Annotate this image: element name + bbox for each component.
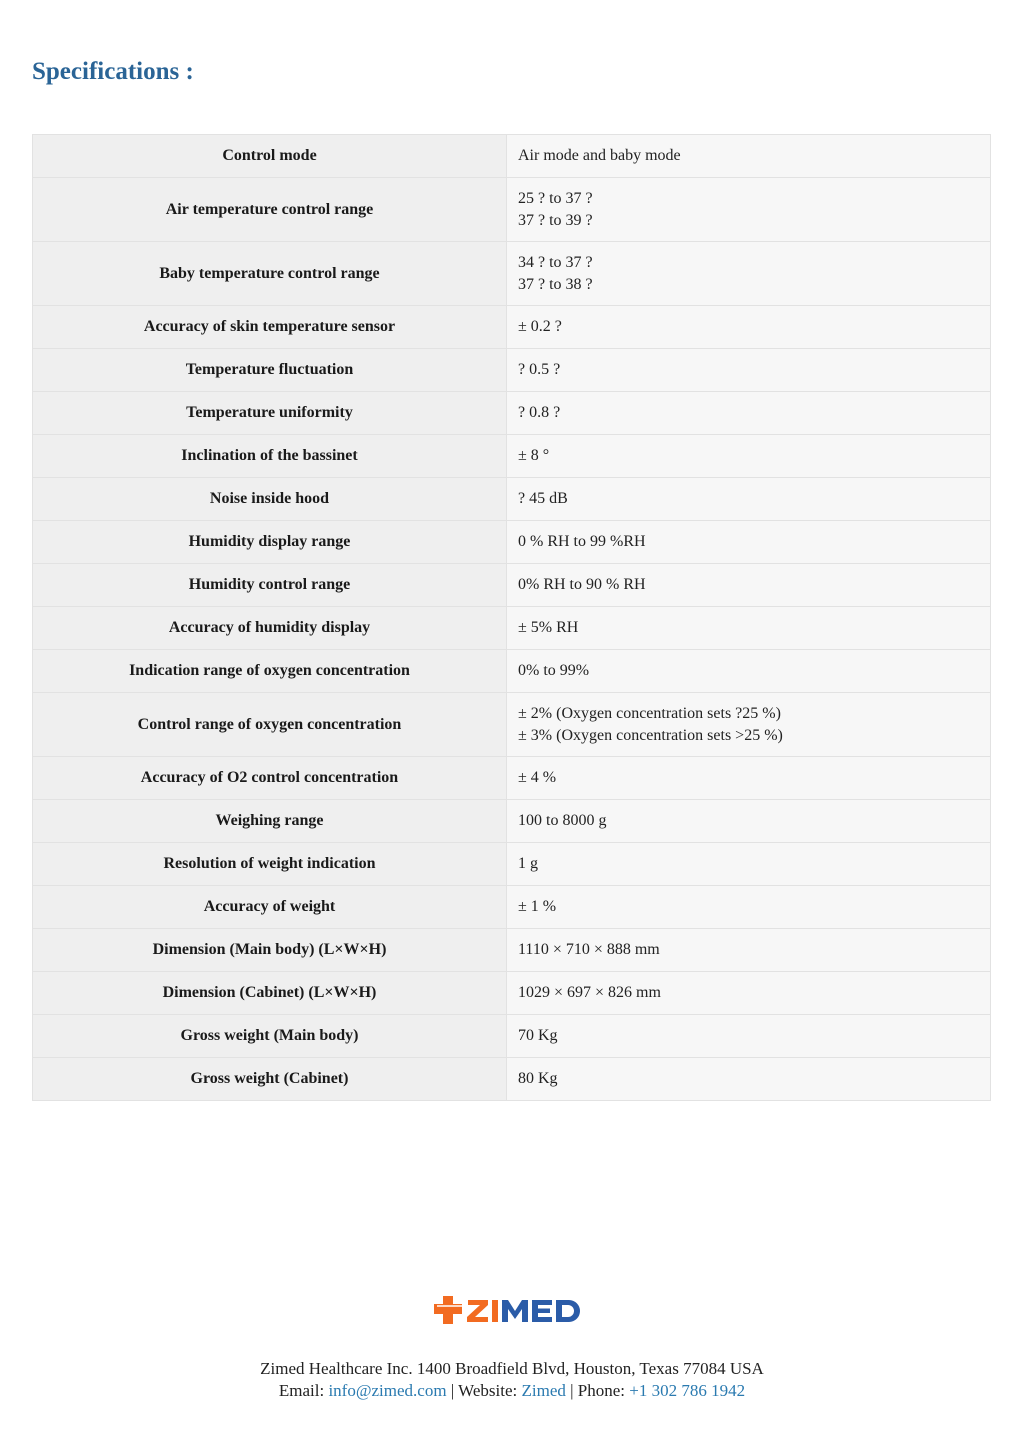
spec-value-line: 1 g <box>518 855 538 873</box>
spec-value-line: ± 4 % <box>518 769 557 787</box>
spec-value-line: ± 5% RH <box>518 619 579 637</box>
spec-row <box>33 929 991 972</box>
spec-value-line: ? 0.8 ? <box>518 404 561 422</box>
spec-value-line: 1110 × 710 × 888 mm <box>518 941 660 959</box>
spec-value <box>507 242 991 306</box>
spec-label: Control mode <box>33 135 507 178</box>
spec-value-line: 0% RH to 90 % RH <box>518 576 646 594</box>
spec-value <box>507 564 991 607</box>
spec-label: Gross weight (Cabinet) <box>33 1058 507 1101</box>
spec-label: Dimension (Main body) (L×W×H) <box>33 929 507 972</box>
spec-row <box>33 564 991 607</box>
spec-label: Temperature fluctuation <box>33 349 507 392</box>
spec-value-line: 100 to 8000 g <box>518 812 607 830</box>
phone-link[interactable]: +1 302 786 1942 <box>629 1380 746 1400</box>
spec-value-line: 0 % RH to 99 %RH <box>518 533 646 551</box>
spec-row <box>33 242 991 306</box>
spec-label: Accuracy of weight <box>33 886 507 929</box>
spec-row <box>33 800 991 843</box>
spec-label: Weighing range <box>33 800 507 843</box>
spec-row <box>33 435 991 478</box>
phone-label: Phone: <box>577 1380 630 1400</box>
spec-row <box>33 972 991 1015</box>
email-link[interactable]: info@zimed.com <box>328 1380 447 1400</box>
spec-value-line: 34 ? to 37 ? <box>518 254 593 271</box>
spec-label: Control range of oxygen concentration <box>33 693 507 757</box>
spec-row <box>33 135 991 178</box>
spec-value <box>507 607 991 650</box>
spec-label: Humidity display range <box>33 521 507 564</box>
spec-value <box>507 178 991 242</box>
spec-value-line: ± 2% (Oxygen concentration sets ?25 %) <box>518 705 781 722</box>
spec-label: Humidity control range <box>33 564 507 607</box>
spec-label: Dimension (Cabinet) (L×W×H) <box>33 972 507 1015</box>
spec-value <box>507 843 991 886</box>
spec-value-line: ± 0.2 ? <box>518 318 562 336</box>
spec-value <box>507 757 991 800</box>
website-label: Website: <box>458 1380 522 1400</box>
spec-row <box>33 607 991 650</box>
spec-row <box>33 1015 991 1058</box>
spec-value <box>507 929 991 972</box>
spec-value-line: Air mode and baby mode <box>518 147 681 165</box>
spec-value-line: ± 3% (Oxygen concentration sets >25 %) <box>518 726 783 744</box>
spec-label: Resolution of weight indication <box>33 843 507 886</box>
spec-row <box>33 178 991 242</box>
page-title: Specifications : <box>32 58 194 85</box>
spec-value-line: ± 8 ° <box>518 447 550 465</box>
spec-row <box>33 1058 991 1101</box>
spec-label: Baby temperature control range <box>33 242 507 306</box>
spec-label: Gross weight (Main body) <box>33 1015 507 1058</box>
spec-value <box>507 135 991 178</box>
spec-value-line: 80 Kg <box>518 1070 558 1088</box>
spec-label: Accuracy of humidity display <box>33 607 507 650</box>
spec-value-line: 37 ? to 39 ? <box>518 211 593 229</box>
spec-label: Temperature uniformity <box>33 392 507 435</box>
spec-label: Indication range of oxygen concentration <box>33 650 507 693</box>
spec-row <box>33 521 991 564</box>
footer <box>0 1358 1024 1401</box>
spec-row <box>33 349 991 392</box>
spec-label: Accuracy of O2 control concentration <box>33 757 507 800</box>
spec-label: Accuracy of skin temperature sensor <box>33 306 507 349</box>
spec-row <box>33 392 991 435</box>
spec-value <box>507 886 991 929</box>
spec-value <box>507 1015 991 1058</box>
spec-value-line: ± 1 % <box>518 898 557 916</box>
website-link[interactable]: Zimed <box>521 1380 566 1400</box>
spec-row <box>33 693 991 757</box>
spec-value <box>507 693 991 757</box>
separator: | <box>565 1380 578 1400</box>
spec-value <box>507 478 991 521</box>
spec-value <box>507 349 991 392</box>
separator: | <box>446 1380 459 1400</box>
spec-label: Inclination of the bassinet <box>33 435 507 478</box>
spec-value <box>507 800 991 843</box>
spec-value <box>507 972 991 1015</box>
spec-row <box>33 843 991 886</box>
spec-value-line: ? 45 dB <box>518 490 568 508</box>
specifications-table <box>32 134 991 1101</box>
spec-label: Noise inside hood <box>33 478 507 521</box>
spec-value <box>507 392 991 435</box>
spec-value <box>507 306 991 349</box>
spec-row <box>33 886 991 929</box>
spec-value <box>507 521 991 564</box>
spec-value <box>507 1058 991 1101</box>
spec-value-line: 25 ? to 37 ? <box>518 190 593 207</box>
spec-value-line: ? 0.5 ? <box>518 361 561 379</box>
spec-value <box>507 650 991 693</box>
spec-row <box>33 478 991 521</box>
zimed-logo <box>434 1294 600 1326</box>
spec-row <box>33 306 991 349</box>
footer-address: Zimed Healthcare Inc. 1400 Broadfield Blvd, Houston, Texas 77084 USA <box>260 1359 764 1378</box>
spec-value-line: 1029 × 697 × 826 mm <box>518 984 661 1002</box>
medical-cross-icon <box>434 1294 600 1326</box>
spec-row <box>33 757 991 800</box>
spec-label: Air temperature control range <box>33 178 507 242</box>
spec-value <box>507 435 991 478</box>
spec-value-line: 37 ? to 38 ? <box>518 275 593 293</box>
email-label: Email: <box>278 1380 329 1400</box>
spec-row <box>33 650 991 693</box>
footer-contact <box>0 1380 1024 1402</box>
spec-value-line: 0% to 99% <box>518 662 590 680</box>
spec-value-line: 70 Kg <box>518 1027 558 1045</box>
specifications-table-body <box>33 135 991 1101</box>
